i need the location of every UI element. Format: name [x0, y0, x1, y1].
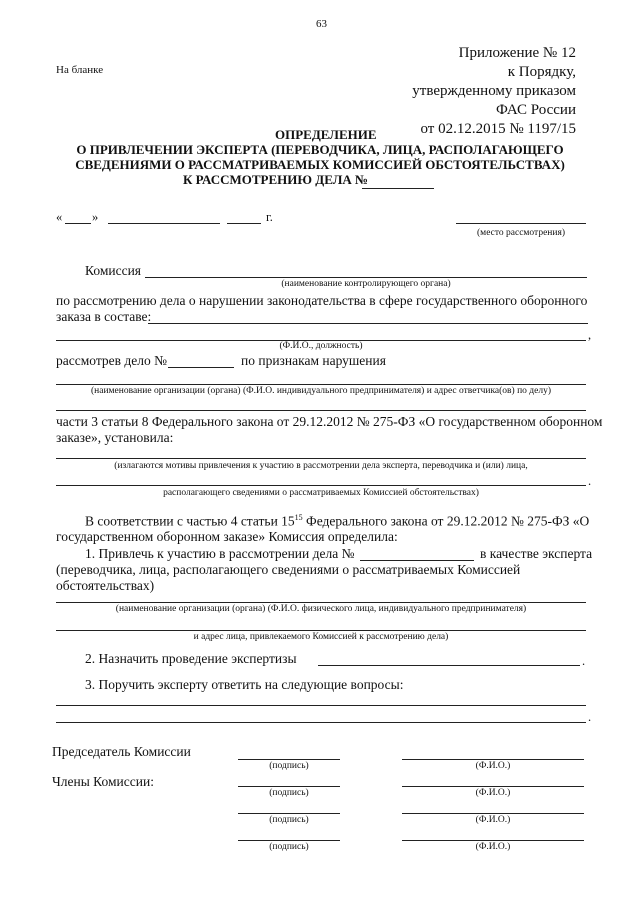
- commission-label: Комиссия: [85, 263, 142, 278]
- signature-blank[interactable]: [238, 759, 340, 760]
- name-caption: (Ф.И.О.): [475, 788, 511, 798]
- signature-caption: (подпись): [269, 788, 309, 798]
- commission-caption: (наименование контролирующего органа): [281, 279, 451, 289]
- year-blank[interactable]: [227, 223, 261, 224]
- place-caption: (место рассмотрения): [477, 228, 565, 238]
- decision-text-start: В соответствии с частью 4 статьи 15: [85, 513, 295, 529]
- person-blank-2[interactable]: [56, 630, 586, 631]
- motives-caption: (излагаются мотивы привлечения к участию в рассмотрении дела эксперта, переводчика и (или) лица,: [114, 461, 528, 471]
- item2-blank[interactable]: [318, 665, 580, 666]
- law-text-2: заказе», установила:: [56, 430, 174, 445]
- name-blank[interactable]: [402, 786, 584, 787]
- person-blank[interactable]: [56, 602, 586, 603]
- respondent-blank[interactable]: [56, 384, 586, 385]
- signature-blank[interactable]: [238, 840, 340, 841]
- name-blank[interactable]: [402, 813, 584, 814]
- item2-period: .: [582, 654, 586, 668]
- date-open-quote: «: [56, 210, 63, 224]
- decision-text: [85, 513, 589, 530]
- date-close-quote: »: [92, 210, 99, 224]
- composition-text-2: заказа в составе:: [56, 309, 152, 324]
- motives-blank-2[interactable]: [56, 485, 586, 486]
- signature-caption: (подпись): [269, 761, 309, 771]
- title-line: СВЕДЕНИЯМИ О РАССМАТРИВАЕМЫХ КОМИССИЕЙ ОБСТОЯТЕЛЬСТВАХ): [75, 157, 565, 172]
- person-caption: (наименование организации (органа) (Ф.И.О. физического лица, индивидуального предпринимателя): [115, 604, 527, 614]
- law-text: части 3 статьи 8 Федерального закона от 29.12.2012 № 275-ФЗ «О государственном оборонном: [56, 414, 603, 429]
- chairman-label: Председатель Комиссии: [52, 744, 191, 759]
- questions-blank-2[interactable]: [56, 722, 586, 723]
- name-caption: (Ф.И.О.): [475, 761, 511, 771]
- composition-blank[interactable]: [148, 323, 588, 324]
- decision-text-end: Федерального закона от 29.12.2012 № 275-ФЗ «О: [302, 513, 590, 529]
- motives-caption-2: располагающего сведениями о рассматриваемых Комиссией обстоятельствах): [163, 488, 479, 498]
- decision-text-2: государственном оборонном заказе» Комиссия определила:: [56, 529, 398, 544]
- appendix-line: ФАС России: [496, 102, 576, 118]
- respondent-caption: (наименование организации (органа) (Ф.И.О. индивидуального предпринимателя) и адрес ответчика(ов) по делу): [91, 386, 551, 396]
- case-suffix: по признакам нарушения: [241, 353, 386, 368]
- title-line-case: К РАССМОТРЕНИЮ ДЕЛА №: [183, 172, 369, 187]
- day-blank[interactable]: [65, 223, 91, 224]
- signature-blank[interactable]: [238, 786, 340, 787]
- name-caption: (Ф.И.О.): [475, 815, 511, 825]
- comma: ,: [588, 328, 592, 342]
- item1-prefix: 1. Привлечь к участию в рассмотрении дела №: [85, 546, 355, 561]
- questions-blank[interactable]: [56, 705, 586, 706]
- item1-line2: (переводчика, лица, располагающего сведениями о рассматриваемых Комиссией: [56, 562, 521, 577]
- case-number-field[interactable]: [168, 367, 234, 368]
- place-blank[interactable]: [456, 223, 586, 224]
- signature-caption: (подпись): [269, 815, 309, 825]
- year-suffix: г.: [266, 210, 273, 224]
- page-number: 63: [316, 18, 327, 30]
- appendix-line: к Порядку,: [507, 64, 576, 80]
- name-blank[interactable]: [402, 759, 584, 760]
- item1-line3: обстоятельствах): [56, 578, 155, 593]
- composition-text: по рассмотрению дела о нарушении законодательства в сфере государственного оборонного: [56, 293, 588, 308]
- commission-blank[interactable]: [145, 277, 587, 278]
- fio-caption: (Ф.И.О., должность): [279, 341, 363, 351]
- on-blank-note: На бланке: [56, 64, 104, 76]
- members-label: Члены Комиссии:: [52, 774, 154, 789]
- appendix-line: от 02.12.2015 № 1197/15: [420, 121, 576, 137]
- article-superscript: 15: [294, 513, 303, 522]
- motives-blank[interactable]: [56, 458, 586, 459]
- title-line: О ПРИВЛЕЧЕНИИ ЭКСПЕРТА (ПЕРЕВОДЧИКА, ЛИЦА, РАСПОЛАГАЮЩЕГО: [76, 142, 564, 157]
- case-number-blank[interactable]: [362, 188, 434, 189]
- month-blank[interactable]: [108, 223, 220, 224]
- signature-blank[interactable]: [238, 813, 340, 814]
- document-title: ОПРЕДЕЛЕНИЕ: [275, 127, 377, 142]
- appendix-block: [412, 44, 576, 139]
- name-blank[interactable]: [402, 840, 584, 841]
- signature-caption: (подпись): [269, 842, 309, 852]
- respondent-blank-2[interactable]: [56, 410, 586, 411]
- item2-text: 2. Назначить проведение экспертизы: [85, 651, 297, 666]
- case-prefix: рассмотрев дело №: [56, 353, 167, 368]
- questions-period: .: [588, 710, 592, 724]
- appendix-line: Приложение № 12: [458, 45, 576, 61]
- period: .: [588, 474, 592, 488]
- item1-case-blank[interactable]: [360, 560, 474, 561]
- appendix-line: утвержденному приказом: [412, 83, 576, 99]
- item1-suffix: в качестве эксперта: [480, 546, 593, 561]
- name-caption: (Ф.И.О.): [475, 842, 511, 852]
- address-caption: и адрес лица, привлекаемого Комиссией к рассмотрению дела): [193, 632, 449, 642]
- item3-text: 3. Поручить эксперту ответить на следующие вопросы:: [85, 677, 404, 692]
